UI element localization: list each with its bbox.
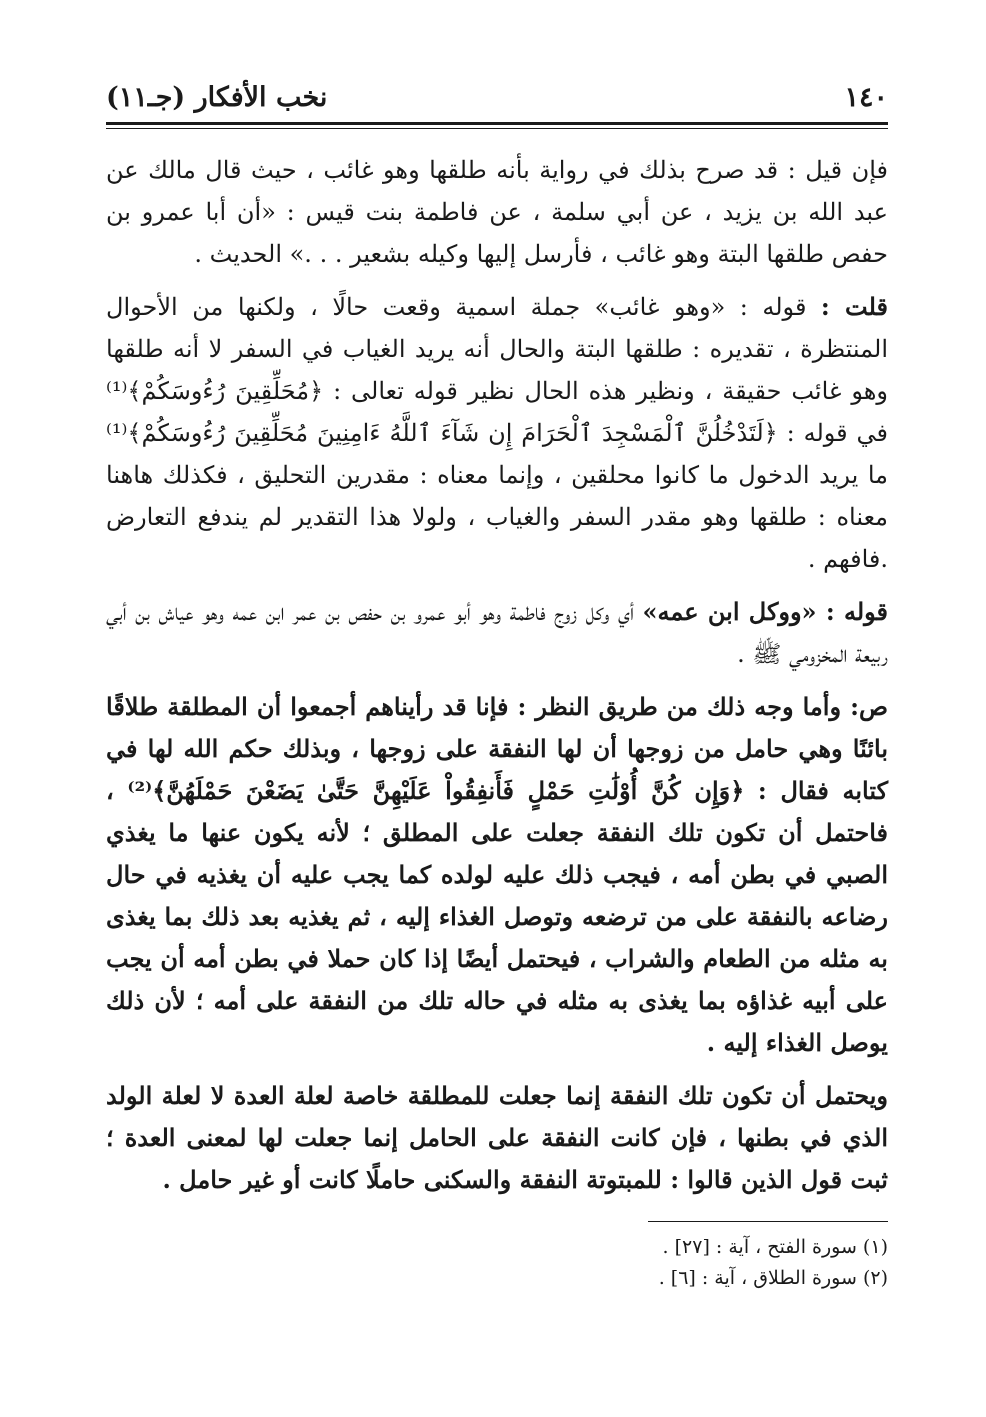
paragraph-text: قوله : «وهو غائب» جملة اسمية وقعت حالًا ، ولكنها من الأحوال المنتظرة ، تقديره : طلقها البتة والحال أنه يريد الغياب في السفر لا أنه طلقها وهو غائب حقيقة ، ونظير هذه الحال نظير قوله تعالى : ﴿مُحَلِّقِينَ رُءُوسَكُمْ﴾⁽¹⁾ في قوله : ﴿لَتَدْخُلُنَّ ٱلْمَسْجِدَ ٱلْحَرَامَ إِن شَآءَ ٱللَّهُ ءَامِنِينَ مُحَلِّقِينَ رُءُوسَكُمْ﴾⁽¹⁾ ما يريد الدخول ما كانوا محلقين ، وإنما معناه : مقدرين التحليق ، فكذلك هاهنا معناه : طلقها وهو مقدر السفر والغياب ، ولولا هذا التقدير لم يندفع التعارض .فافهم . [106,293,888,573]
paragraph-lead: قوله : «ووكل ابن عمه» [642,597,889,626]
footnote-2: (٢) سورة الطلاق ، آية : [٦] . [658,1267,888,1289]
paragraph-text: أي وكل زوج فاطمة وهو أبو عمرو بن حفص بن عمر ابن عمه وهو عياش بن أبي ربيعة المخزومي ﷺ . [106,598,888,668]
paragraph-response [106,286,888,580]
footnote-1: (١) سورة الفتح ، آية : [٢٧] . [662,1236,888,1258]
paragraph-objection [106,149,888,275]
body-text [106,149,888,1201]
document-page [106,78,888,1294]
page-number: ١٤٠ [844,82,888,113]
paragraph-matn-1: ص: وأما وجه ذلك من طريق النظر : فإنا قد رأيناهم أجمعوا أن المطلقة طلاقًا بائنًا وهي حامل من زوجها أن لها النفقة على زوجها ، وبذلك حكم الله لها في كتابه فقال : ﴿وَإِن كُنَّ أُوْلَٰتِ حَمْلٍ فَأَنفِقُواْ عَلَيْهِنَّ حَتَّىٰ يَضَعْنَ حَمْلَهُنَّ﴾⁽²⁾ ، فاحتمل أن تكون تلك النفقة جعلت على المطلق ؛ لأنه يكون عنها ما يغذي الصبي في بطن أمه ، فيجب ذلك عليه لولده كما يجب عليه أن يغذيه في حال رضاعه بالنفقة على من ترضعه وتوصل الغذاء إليه ، ثم يغذيه بعد ذلك بما يغذى به مثله من الطعام والشراب ، فيحتمل أيضًا إذا كان حملا في بطن أمه أن يجب على أبيه غذاؤه بما يغذى به مثله في حاله تلك من النفقة على أمه ؛ لأن ذلك يوصل الغذاء إليه . [106,692,888,1057]
paragraph-text: فإن قيل : قد صرح بذلك في رواية بأنه طلقها وهو غائب ، حيث قال مالك عن عبد الله بن يزيد ، عن أبي سلمة ، عن فاطمة بنت قيس : «أن أبا عمرو بن حفص طلقها البتة وهو غائب ، فأرسل إليها وكيله بشعير . . .» الحديث . [106,156,888,268]
footnotes [106,1232,888,1294]
book-title: نخب الأفكار (جـ١١) [106,82,328,113]
header-rule-thick [106,122,888,125]
header-rule-thin [106,128,888,129]
paragraph-commentary [106,591,888,675]
paragraph-lead: قلت : [820,292,888,321]
paragraph-matn-2: ويحتمل أن تكون تلك النفقة إنما جعلت للمطلقة خاصة لعلة العدة لا لعلة الولد الذي في بطنها ، فإن كانت النفقة على الحامل إنما جعلت لها لمعنى العدة ؛ ثبت قول الذين قالوا : للمبتوتة النفقة والسكنى حاملًا كانت أو غير حامل . [106,1081,889,1194]
running-header [106,78,888,118]
footnote-rule [648,1221,888,1222]
